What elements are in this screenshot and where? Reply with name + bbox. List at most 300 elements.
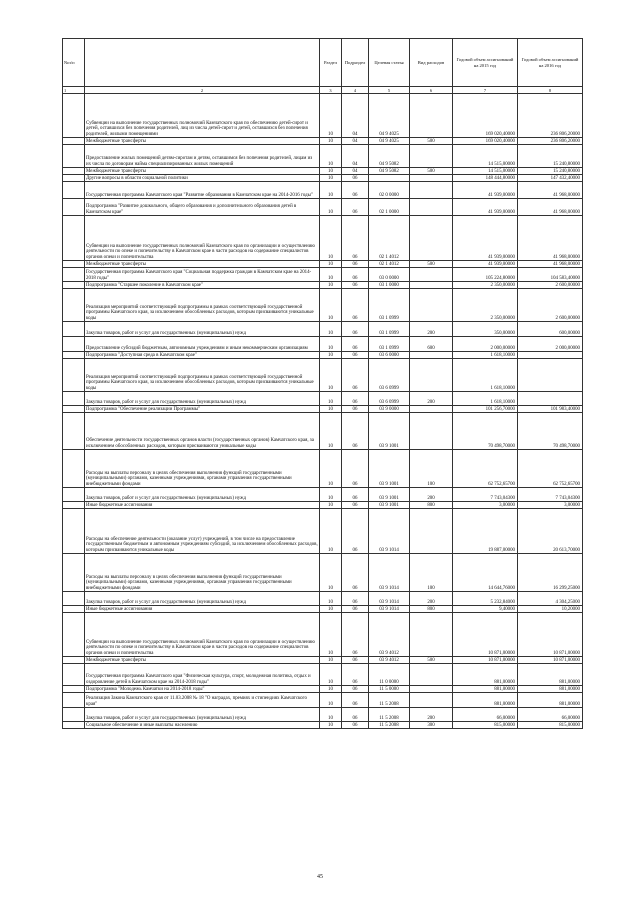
tselevaya-statya-cell: 04 9 5082 [369,145,410,168]
row-number-cell [63,708,85,722]
table-row [63,94,583,138]
amount-2016-cell: 7 743,04300 [518,488,583,502]
column-number: 8 [518,87,583,94]
row-number-cell [63,592,85,606]
vid-rashodov-cell: 500 [410,657,453,664]
podrazdel-cell: 06 [342,359,369,392]
vid-rashodov-cell [410,664,453,686]
row-number-cell [63,168,85,175]
razdel-cell: 10 [320,359,342,392]
row-number-cell [63,488,85,502]
tselevaya-statya-cell: 11 5 2008 [369,708,410,722]
podrazdel-cell: 06 [342,322,369,337]
tselevaya-statya-cell: 03 6 0000 [369,352,410,359]
vid-rashodov-cell: 200 [410,592,453,606]
column-number: 6 [410,87,453,94]
row-number-cell [63,693,85,708]
vid-rashodov-cell: 500 [410,261,453,268]
podrazdel-cell: 06 [342,686,369,693]
item-name-cell: Иные бюджетные ассигнования [85,502,320,509]
amount-2015-cell: 5 232,84000 [453,592,518,606]
tselevaya-statya-cell: 03 9 0000 [369,406,410,413]
row-number-cell [63,175,85,182]
razdel-cell: 10 [320,289,342,322]
razdel-cell: 10 [320,606,342,613]
table-row [63,488,583,502]
column-number: 2 [85,87,320,94]
vid-rashodov-cell [410,509,453,554]
item-name-cell: Реализация мероприятий соответствующей подпрограммы в рамках соответствующей государственной программы Камчатского края, за исключением обособленных расходов, которым присваиваются уникальные коды [85,359,320,392]
vid-rashodov-cell [410,216,453,261]
amount-2016-cell: 881,00000 [518,664,583,686]
tselevaya-statya-cell: 03 9 1014 [369,554,410,592]
podrazdel-cell: 06 [342,282,369,289]
header-year-2016: Годовой объем ассигнований на 2016 год [518,39,583,87]
row-number-cell [63,502,85,509]
podrazdel-cell: 06 [342,606,369,613]
row-number-cell [63,722,85,729]
table-row [63,708,583,722]
tselevaya-statya-cell: 03 9 4012 [369,657,410,664]
vid-rashodov-cell [410,289,453,322]
amount-2015-cell: 41 939,00000 [453,199,518,216]
column-number: 7 [453,87,518,94]
amount-2016-cell: 881,00000 [518,686,583,693]
column-number: 1 [63,87,85,94]
item-name-cell: Государственная программа Камчатского края "Развитие образования в Камчатском крае на 2014-2016 годы" [85,182,320,199]
razdel-cell: 10 [320,268,342,282]
amount-2015-cell: 10 871,00000 [453,613,518,657]
amount-2016-cell: 41 968,00000 [518,261,583,268]
row-number-cell [63,182,85,199]
vid-rashodov-cell [410,406,453,413]
row-number-cell [63,664,85,686]
vid-rashodov-cell: 300 [410,722,453,729]
podrazdel-cell: 06 [342,175,369,182]
table-row [63,322,583,337]
razdel-cell: 10 [320,592,342,606]
item-name-cell: Реализация мероприятий соответствующей подпрограммы в рамках соответствующей государственной программы Камчатского края, за исключением обособленных расходов, которым присваиваются уникальные коды [85,289,320,322]
row-number-cell [63,261,85,268]
table-row [63,413,583,450]
tselevaya-statya-cell: 03 9 1014 [369,509,410,554]
razdel-cell: 10 [320,664,342,686]
podrazdel-cell: 06 [342,199,369,216]
column-number-row [63,87,583,94]
vid-rashodov-cell [410,686,453,693]
page-number: 45 [317,874,323,880]
row-number-cell [63,359,85,392]
podrazdel-cell: 06 [342,722,369,729]
vid-rashodov-cell: 500 [410,168,453,175]
razdel-cell: 10 [320,199,342,216]
row-number-cell [63,199,85,216]
tselevaya-statya-cell: 03 9 1001 [369,502,410,509]
amount-2016-cell: 101 983,40000 [518,406,583,413]
tselevaya-statya-cell: 11 5 2008 [369,722,410,729]
row-number-cell [63,450,85,488]
amount-2016-cell: 600,00000 [518,322,583,337]
amount-2015-cell: 2 350,00000 [453,289,518,322]
tselevaya-statya-cell: 02 1 4012 [369,216,410,261]
tselevaya-statya-cell: 03 9 1001 [369,450,410,488]
tselevaya-statya-cell: 04 9 4025 [369,94,410,138]
table-row [63,145,583,168]
table-row [63,168,583,175]
vid-rashodov-cell [410,199,453,216]
table-row [63,592,583,606]
amount-2016-cell: 62 752,65700 [518,450,583,488]
amount-2016-cell: 10 871,00000 [518,613,583,657]
amount-2015-cell: 14 515,00000 [453,145,518,168]
podrazdel-cell: 06 [342,488,369,502]
vid-rashodov-cell [410,282,453,289]
podrazdel-cell: 04 [342,145,369,168]
vid-rashodov-cell: 800 [410,606,453,613]
amount-2016-cell: 236 806,20000 [518,138,583,145]
vid-rashodov-cell: 200 [410,322,453,337]
amount-2015-cell: 881,00000 [453,664,518,686]
row-number-cell [63,322,85,337]
razdel-cell: 10 [320,282,342,289]
vid-rashodov-cell: 200 [410,392,453,406]
razdel-cell: 10 [320,175,342,182]
razdel-cell: 10 [320,554,342,592]
row-number-cell [63,352,85,359]
table-row [63,406,583,413]
razdel-cell: 10 [320,693,342,708]
table-row [63,554,583,592]
amount-2015-cell: 169 020,40000 [453,138,518,145]
tselevaya-statya-cell: 11 5 2008 [369,693,410,708]
razdel-cell: 10 [320,657,342,664]
amount-2015-cell: 148 444,80000 [453,175,518,182]
item-name-cell: Другие вопросы в области социальной политики [85,175,320,182]
amount-2015-cell: 66,00000 [453,708,518,722]
row-number-cell [63,268,85,282]
item-name-cell: Закупка товаров, работ и услуг для государственных (муниципальных) нужд [85,392,320,406]
column-number: 4 [342,87,369,94]
amount-2016-cell: 10 871,00000 [518,657,583,664]
tselevaya-statya-cell: 03 1 0999 [369,337,410,352]
amount-2015-cell: 41 939,00000 [453,261,518,268]
amount-2015-cell: 1 618,10000 [453,392,518,406]
item-name-cell: Иные бюджетные ассигнования [85,606,320,613]
row-number-cell [63,509,85,554]
razdel-cell: 10 [320,94,342,138]
razdel-cell: 10 [320,322,342,337]
table-body [63,87,583,729]
razdel-cell: 10 [320,613,342,657]
razdel-cell: 10 [320,168,342,175]
table-row [63,282,583,289]
tselevaya-statya-cell: 02 1 0000 [369,199,410,216]
podrazdel-cell: 06 [342,268,369,282]
tselevaya-statya-cell: 03 9 1014 [369,606,410,613]
amount-2015-cell: 101 256,70000 [453,406,518,413]
amount-2016-cell: 147 432,40000 [518,175,583,182]
amount-2016-cell: 16 299,25000 [518,554,583,592]
amount-2015-cell: 2 000,00000 [453,337,518,352]
amount-2016-cell: 2 600,00000 [518,282,583,289]
amount-2015-cell: 2 350,00000 [453,282,518,289]
tselevaya-statya-cell: 03 9 1001 [369,488,410,502]
table-row [63,392,583,406]
podrazdel-cell: 06 [342,413,369,450]
amount-2015-cell: 19 887,00000 [453,509,518,554]
vid-rashodov-cell [410,359,453,392]
item-name-cell: Субвенции на выполнение государственных полномочий Камчатского края по организации и осуществлению деятельности по опеке и попечительству в Камчатском крае в части расходов на содержание специалистов органов опеки и попечительства [85,613,320,657]
table-row [63,359,583,392]
amount-2016-cell: 815,00000 [518,722,583,729]
podrazdel-cell: 06 [342,182,369,199]
row-number-cell [63,606,85,613]
razdel-cell: 10 [320,352,342,359]
razdel-cell: 10 [320,502,342,509]
podrazdel-cell: 06 [342,708,369,722]
amount-2015-cell: 41 939,00000 [453,216,518,261]
razdel-cell: 10 [320,145,342,168]
item-name-cell: Межбюджетные трансферты [85,138,320,145]
vid-rashodov-cell: 800 [410,502,453,509]
item-name-cell: Закупка товаров, работ и услуг для государственных (муниципальных) нужд [85,708,320,722]
amount-2016-cell: 66,00000 [518,708,583,722]
tselevaya-statya-cell: 03 9 4012 [369,613,410,657]
amount-2016-cell: 70 498,70000 [518,413,583,450]
table-row [63,182,583,199]
tselevaya-statya-cell: 03 1 0999 [369,322,410,337]
podrazdel-cell: 06 [342,352,369,359]
podrazdel-cell: 06 [342,657,369,664]
item-name-cell: Субвенции на выполнение государственных полномочий Камчатского края по организации и осуществлению деятельности по опеке и попечительству в Камчатском крае в части расходов на содержание специалистов органов опеки и попечительства [85,216,320,261]
table-row [63,722,583,729]
podrazdel-cell: 06 [342,509,369,554]
row-number-cell [63,337,85,352]
podrazdel-cell: 06 [342,554,369,592]
tselevaya-statya-cell: 02 0 0000 [369,182,410,199]
amount-2016-cell: 15 240,80000 [518,168,583,175]
tselevaya-statya-cell: 03 6 0999 [369,392,410,406]
item-name-cell: Подпрограмма "Доступная среда в Камчатском крае" [85,352,320,359]
razdel-cell: 10 [320,722,342,729]
vid-rashodov-cell: 100 [410,554,453,592]
table-row [63,686,583,693]
razdel-cell: 10 [320,182,342,199]
tselevaya-statya-cell: 04 9 5082 [369,168,410,175]
razdel-cell: 10 [320,413,342,450]
amount-2016-cell: 236 806,20000 [518,94,583,138]
row-number-cell [63,392,85,406]
table-row [63,337,583,352]
razdel-cell: 10 [320,392,342,406]
vid-rashodov-cell [410,613,453,657]
header-name [85,39,320,87]
item-name-cell: Государственная программа Камчатского края "Физическая культура, спорт, молодежная политика, отдых и оздоровление детей в Камчатском крае на 2014-2018 годы" [85,664,320,686]
amount-2016-cell: 15 240,80000 [518,145,583,168]
item-name-cell: Расходы на выплаты персоналу в целях обеспечения выполнения функций государственными (муниципальными) органами, казенными учреждениями, органами управления государственными внебюджетными фондами [85,554,320,592]
vid-rashodov-cell [410,175,453,182]
amount-2016-cell [518,352,583,359]
razdel-cell: 10 [320,450,342,488]
tselevaya-statya-cell: 04 9 4025 [369,138,410,145]
tselevaya-statya-cell [369,175,410,182]
amount-2016-cell: 41 968,00000 [518,182,583,199]
amount-2015-cell: 14 644,76000 [453,554,518,592]
amount-2015-cell: 1 618,10000 [453,359,518,392]
amount-2015-cell: 7 743,04300 [453,488,518,502]
amount-2016-cell: 2 000,00000 [518,337,583,352]
amount-2016-cell: 104 583,40000 [518,268,583,282]
table-row [63,502,583,509]
table-row [63,199,583,216]
table-row [63,657,583,664]
razdel-cell: 10 [320,406,342,413]
item-name-cell: Предоставление субсидий бюджетным, автономным учреждениям и иным некоммерческим организациям [85,337,320,352]
vid-rashodov-cell [410,413,453,450]
vid-rashodov-cell [410,94,453,138]
header-vid-rashodov: Вид расходов [410,39,453,87]
table-row [63,352,583,359]
row-number-cell [63,554,85,592]
item-name-cell: Подпрограмма "Старшее поколение в Камчатском крае" [85,282,320,289]
item-name-cell: Закупка товаров, работ и услуг для государственных (муниципальных) нужд [85,488,320,502]
amount-2015-cell: 169 020,40000 [453,94,518,138]
amount-2015-cell: 881,00000 [453,693,518,708]
item-name-cell: Расходы на обеспечение деятельности (оказание услуг) учреждений, в том числе на предоставление государственным бюджетным и автономным учреждениям субсидий, за исключением обособленных расходов, которым присваиваются уникальные коды [85,509,320,554]
vid-rashodov-cell: 600 [410,337,453,352]
header-razdel: Раздел [320,39,342,87]
row-number-cell [63,413,85,450]
amount-2015-cell: 1 618,10000 [453,352,518,359]
table-row [63,509,583,554]
tselevaya-statya-cell: 11 0 0000 [369,664,410,686]
tselevaya-statya-cell: 03 1 0999 [369,289,410,322]
item-name-cell: Подпрограмма "Обеспечение реализации Программы" [85,406,320,413]
header-num: №п/п [63,39,85,87]
amount-2015-cell: 10 871,00000 [453,657,518,664]
table-row [63,261,583,268]
amount-2015-cell: 41 939,00000 [453,182,518,199]
tselevaya-statya-cell: 03 9 1001 [369,413,410,450]
item-name-cell: Государственная программа Камчатского края "Социальная поддержка граждан в Камчатском крае на 2014-2018 годы" [85,268,320,282]
header-podrazdel: Подраздел [342,39,369,87]
amount-2015-cell: 3,00000 [453,502,518,509]
amount-2016-cell: 881,00000 [518,693,583,708]
amount-2016-cell [518,392,583,406]
vid-rashodov-cell: 200 [410,488,453,502]
podrazdel-cell: 06 [342,613,369,657]
tselevaya-statya-cell: 03 6 0999 [369,359,410,392]
amount-2015-cell: 9,40000 [453,606,518,613]
podrazdel-cell: 04 [342,138,369,145]
budget-table [62,38,583,729]
item-name-cell: Подпрограмма "Развитие дошкольного, общего образования и дополнительного образования детей в Камчатском крае" [85,199,320,216]
podrazdel-cell: 06 [342,502,369,509]
podrazdel-cell: 06 [342,216,369,261]
column-number: 5 [369,87,410,94]
row-number-cell [63,282,85,289]
amount-2016-cell: 2 600,00000 [518,289,583,322]
podrazdel-cell: 06 [342,337,369,352]
document-page [62,38,582,729]
header-year-2015: Годовой объем ассигнований на 2015 год [453,39,518,87]
amount-2015-cell: 881,00000 [453,686,518,693]
table-row [63,138,583,145]
item-name-cell: Субвенции на выполнение государственных полномочий Камчатского края по обеспечению детей-сирот и детей, оставшихся без попечения родителей, лиц из числа детей-сирот и детей, оставшихся без попечения родителей, жилыми помещениями [85,94,320,138]
tselevaya-statya-cell: 03 0 0000 [369,268,410,282]
vid-rashodov-cell [410,145,453,168]
column-number: 3 [320,87,342,94]
item-name-cell: Обеспечение деятельности государственных органов власти (государственных органов) Камчатского края, за исключением обособленных расходов, которым присваиваются уникальные коды [85,413,320,450]
item-name-cell: Межбюджетные трансферты [85,657,320,664]
item-name-cell: Подпрограмма "Молодежь Камчатки на 2014-2018 годы" [85,686,320,693]
header-row [63,39,583,87]
vid-rashodov-cell [410,352,453,359]
row-number-cell [63,406,85,413]
amount-2015-cell: 815,00000 [453,722,518,729]
table-row [63,693,583,708]
table-row [63,664,583,686]
row-number-cell [63,289,85,322]
podrazdel-cell: 06 [342,693,369,708]
vid-rashodov-cell: 500 [410,138,453,145]
amount-2016-cell: 10,20000 [518,606,583,613]
item-name-cell: Закупка товаров, работ и услуг для государственных (муниципальных) нужд [85,322,320,337]
item-name-cell: Социальное обеспечение и иные выплаты населению [85,722,320,729]
vid-rashodov-cell: 100 [410,450,453,488]
item-name-cell: Закупка товаров, работ и услуг для государственных (муниципальных) нужд [85,592,320,606]
razdel-cell: 10 [320,138,342,145]
amount-2016-cell: 20 613,70000 [518,509,583,554]
podrazdel-cell: 06 [342,261,369,268]
vid-rashodov-cell [410,182,453,199]
vid-rashodov-cell [410,268,453,282]
table-row [63,216,583,261]
table-row [63,613,583,657]
podrazdel-cell: 04 [342,94,369,138]
tselevaya-statya-cell: 11 5 0000 [369,686,410,693]
podrazdel-cell: 06 [342,592,369,606]
row-number-cell [63,613,85,657]
tselevaya-statya-cell: 02 1 4012 [369,261,410,268]
header-tselevaya-statya: Целевая статья [369,39,410,87]
item-name-cell: Реализация Закона Камчатского края от 11.03.2008 № 18 "О наградах, премиях и стипендиях Камчатского края" [85,693,320,708]
row-number-cell [63,138,85,145]
row-number-cell [63,216,85,261]
amount-2015-cell: 62 752,65700 [453,450,518,488]
vid-rashodov-cell: 200 [410,708,453,722]
tselevaya-statya-cell: 03 1 0000 [369,282,410,289]
podrazdel-cell: 06 [342,289,369,322]
razdel-cell: 10 [320,337,342,352]
item-name-cell: Предоставление жилых помещений детям-сиротам и детям, оставшимся без попечения родителей, лицам из их числа по договорам найма специализированных жилых помещений [85,145,320,168]
amount-2016-cell: 41 968,00000 [518,199,583,216]
table-row [63,606,583,613]
table-row [63,450,583,488]
item-name-cell: Межбюджетные трансферты [85,168,320,175]
row-number-cell [63,686,85,693]
podrazdel-cell: 06 [342,450,369,488]
amount-2015-cell: 350,00000 [453,322,518,337]
vid-rashodov-cell [410,693,453,708]
table-row [63,175,583,182]
razdel-cell: 10 [320,216,342,261]
amount-2016-cell: 4 304,25000 [518,592,583,606]
row-number-cell [63,145,85,168]
podrazdel-cell: 04 [342,168,369,175]
podrazdel-cell: 06 [342,664,369,686]
row-number-cell [63,94,85,138]
